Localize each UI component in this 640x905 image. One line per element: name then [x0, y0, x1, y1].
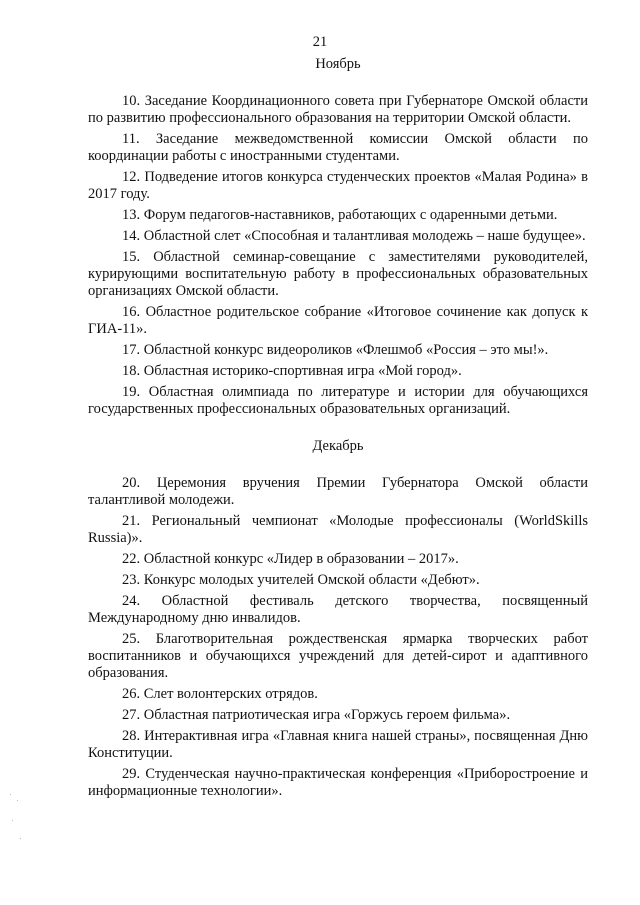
item-number: 10.	[122, 93, 141, 109]
item-number: 27.	[122, 707, 141, 723]
list-item	[88, 384, 588, 418]
item-number: 21.	[122, 513, 141, 529]
list-item	[88, 93, 588, 127]
november-event-list	[88, 93, 588, 418]
item-number: 18.	[122, 363, 141, 379]
item-number: 28.	[122, 728, 141, 744]
item-text: Церемония вручения Премии Губернатора Омской области талантливой молодежи.	[88, 475, 588, 508]
item-text: Конкурс молодых учителей Омской области «Дебют».	[143, 572, 480, 588]
list-item	[88, 513, 588, 547]
document-body	[88, 56, 588, 800]
item-text: Областная олимпиада по литературе и истории для обучающихся государственных профессиональных образовательных организаций.	[88, 384, 588, 417]
item-text: Областное родительское собрание «Итоговое сочинение как допуск к ГИА-11».	[88, 304, 588, 337]
item-text: Заседание Координационного совета при Губернаторе Омской области по развитию профессионального образования на территории Омской области.	[88, 93, 589, 126]
list-item	[88, 686, 588, 703]
item-text: Областной конкурс видеороликов «Флешмоб «Россия – это мы!».	[143, 342, 549, 358]
list-item	[88, 228, 588, 245]
item-text: Форум педагогов-наставников, работающих с одаренными детьми.	[143, 207, 558, 223]
list-item	[88, 363, 588, 380]
list-item	[88, 249, 588, 300]
section-title-december: Декабрь	[312, 438, 364, 454]
list-item	[88, 707, 588, 724]
item-text: Областной конкурс «Лидер в образовании – 2017».	[143, 551, 459, 567]
section-title-november: Ноябрь	[315, 56, 361, 72]
item-text: Интерактивная игра «Главная книга нашей страны», посвященная Дню Конституции.	[88, 728, 588, 761]
item-number: 14.	[122, 228, 141, 244]
list-item	[88, 766, 588, 800]
item-text: Областная патриотическая игра «Горжусь героем фильма».	[143, 707, 511, 723]
item-number: 24.	[122, 593, 141, 609]
item-number: 12.	[122, 169, 141, 185]
list-item	[88, 207, 588, 224]
item-number: 25.	[122, 631, 141, 647]
list-item	[88, 304, 588, 338]
scan-artifact	[8, 790, 28, 850]
item-number: 15.	[122, 249, 141, 265]
list-item	[88, 631, 588, 682]
item-text: Слет волонтерских отрядов.	[143, 686, 318, 702]
item-text: Заседание межведомственной комиссии Омской области по координации работы с иностранными студентами.	[88, 131, 589, 164]
item-text: Региональный чемпионат «Молодые профессионалы (WorldSkills Russia)».	[88, 513, 588, 546]
list-item	[88, 475, 588, 509]
page-number: 21	[312, 34, 328, 50]
item-number: 26.	[122, 686, 141, 702]
list-item	[88, 342, 588, 359]
item-text: Областной слет «Способная и талантливая молодежь – наше будущее».	[143, 228, 586, 244]
item-text: Благотворительная рождественская ярмарка творческих работ воспитанников и обучающихся учреждений для детей-сирот и адаптивного образования.	[88, 631, 588, 681]
item-number: 22.	[122, 551, 141, 567]
item-number: 11.	[122, 131, 140, 147]
item-text: Подведение итогов конкурса студенческих проектов «Малая Родина» в 2017 году.	[88, 169, 588, 202]
list-item	[88, 593, 588, 627]
item-number: 23.	[122, 572, 141, 588]
item-number: 19.	[122, 384, 141, 400]
item-text: Областная историко-спортивная игра «Мой город».	[143, 363, 462, 379]
item-text: Областной семинар-совещание с заместителями руководителей, курирующими воспитательную работу в профессиональных образовательных организациях Омской области.	[88, 249, 589, 299]
item-text: Студенческая научно-практическая конференция «Приборостроение и информационные технологии».	[88, 766, 588, 799]
item-number: 29.	[122, 766, 141, 782]
list-item	[88, 169, 588, 203]
list-item	[88, 551, 588, 568]
list-item	[88, 131, 588, 165]
list-item	[88, 572, 588, 589]
item-text: Областной фестиваль детского творчества, посвященный Международному дню инвалидов.	[88, 593, 588, 626]
list-item	[88, 728, 588, 762]
item-number: 17.	[122, 342, 141, 358]
item-number: 13.	[122, 207, 141, 223]
december-event-list	[88, 475, 588, 800]
item-number: 16.	[122, 304, 141, 320]
item-number: 20.	[122, 475, 141, 491]
